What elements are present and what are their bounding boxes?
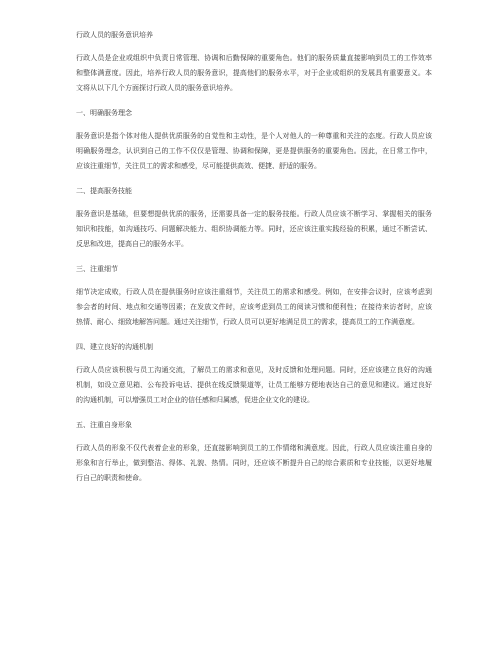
section-body-3: 细节决定成败，行政人员在提供服务时应该注重细节，关注员工的需求和感受。例如，在安排会议时，应该考虑到参会者的时间、地点和交通等因素；在发放文件时，应该考虑到员工的阅读习惯和便利性；在接待来访者时，应该热情、耐心、细致地解答问题。通过关注细节，行政人员可以更好地满足员工的需求，提高员工的工作满意度。 xyxy=(76,288,432,326)
intro-paragraph: 行政人员是企业或组织中负责日常管理、协调和后勤保障的重要角色。他们的服务质量直接影响到员工的工作效率和整体满意度。因此，培养行政人员的服务意识，提高他们的服务水平，对于企业或组织的发展具有重要意义。本文将从以下几个方面探讨行政人员的服务意识培养。 xyxy=(76,54,432,92)
section-body-4: 行政人员应该积极与员工沟通交流，了解员工的需求和意见，及时反馈和处理问题。同时，还应该建立良好的沟通机制，如设立意见箱、公布投诉电话、提供在线反馈渠道等，让员工能够方便地表达自己的意见和建议。通过良好的沟通机制，可以增强员工对企业的信任感和归属感，促进企业文化的建设。 xyxy=(76,366,432,404)
section-body-1: 服务意识是指个体对他人提供优质服务的自觉性和主动性，是个人对他人的一种尊重和关注的态度。行政人员应该明确服务理念，认识到自己的工作不仅仅是管理、协调和保障，更是提供服务的重要角色。因此，在日常工作中，应该注重细节，关注员工的需求和感受，尽可能提供高效、便捷、舒适的服务。 xyxy=(76,132,432,170)
section-heading-2: 二、提高服务技能 xyxy=(76,187,132,195)
section-heading-5: 五、注重自身形象 xyxy=(76,421,132,429)
section-heading-4: 四、建立良好的沟通机制 xyxy=(76,343,153,351)
section-heading-3: 三、注重细节 xyxy=(76,265,118,273)
section-heading-1: 一、明确服务理念 xyxy=(76,109,132,117)
section-body-2: 服务意识是基础，但要想提供优质的服务，还需要具备一定的服务技能。行政人员应该不断学习、掌握相关的服务知识和技能，如沟通技巧、问题解决能力、组织协调能力等。同时，还应该注重实践经验的积累，通过不断尝试、反思和改进，提高自己的服务水平。 xyxy=(76,210,432,248)
section-body-5: 行政人员的形象不仅代表着企业的形象，还直接影响到员工的工作情绪和满意度。因此，行政人员应该注重自身的形象和言行举止，做到整洁、得体、礼貌、热情。同时，还应该不断提升自己的综合素质和专业技能，以更好地履行自己的职责和使命。 xyxy=(76,444,432,482)
document-title: 行政人员的服务意识培养 xyxy=(76,31,153,39)
